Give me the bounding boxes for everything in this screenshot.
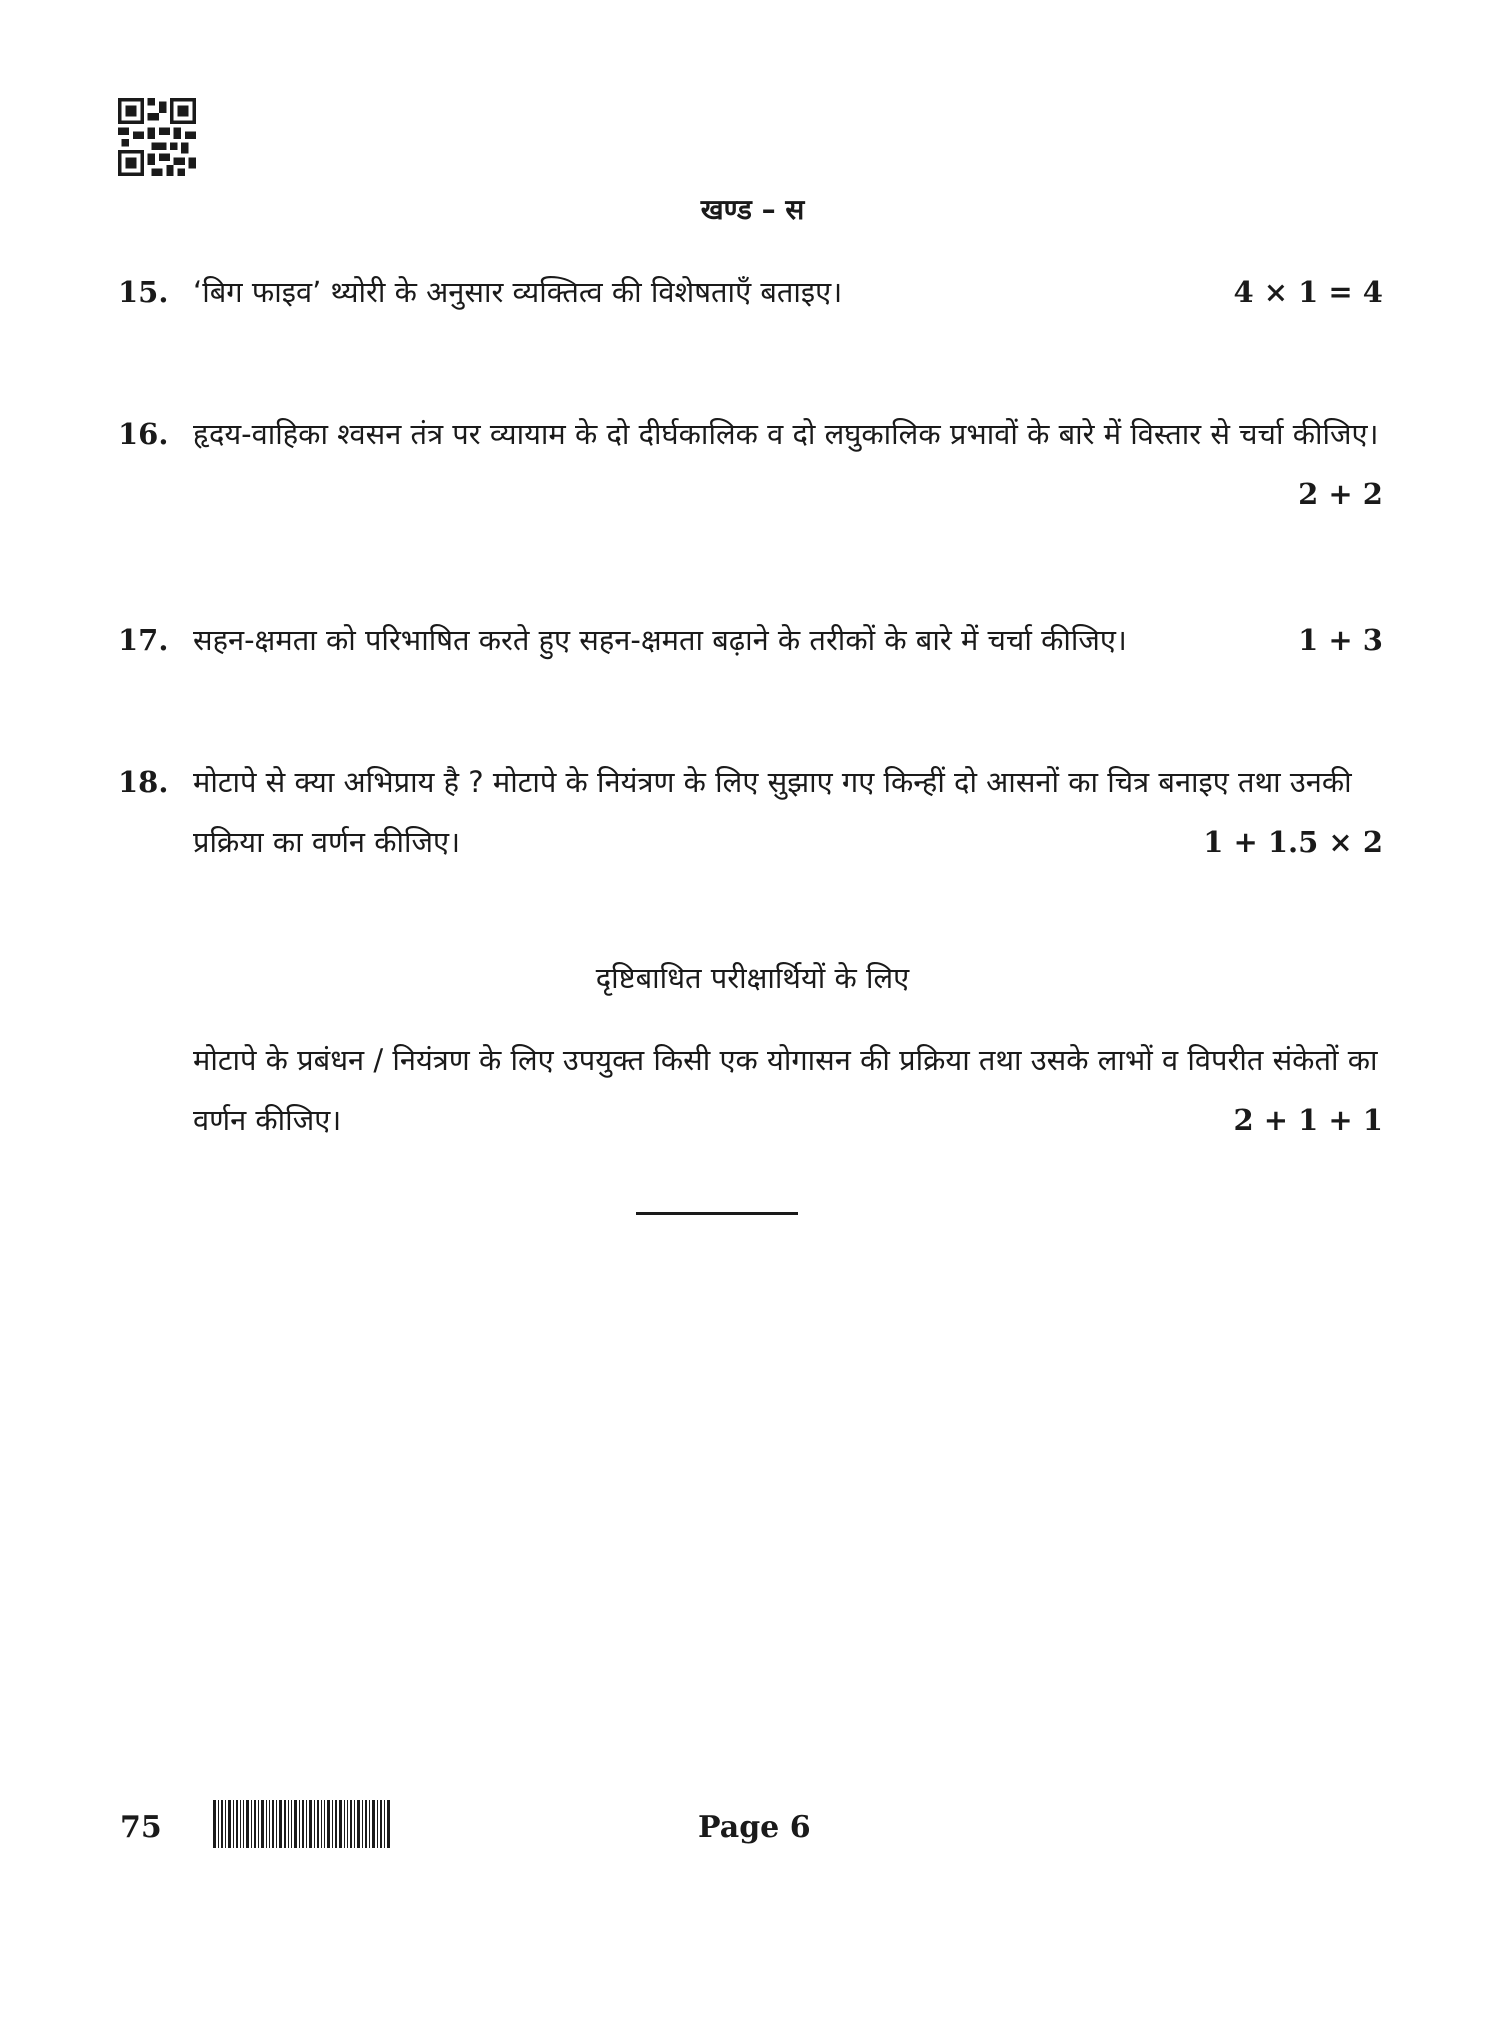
question-body: सहन-क्षमता को परिभाषित करते हुए सहन-क्षमता बढ़ाने के तरीकों के बारे में चर्चा कीजिए। [193, 623, 1127, 657]
question-text [193, 752, 1383, 872]
visually-impaired-question [118, 1030, 1383, 1150]
qr-code-icon [118, 98, 196, 176]
question-marks: 2 + 2 [1298, 477, 1383, 511]
question-15 [118, 262, 1383, 322]
question-marks: 1 + 1.5 × 2 [1203, 825, 1383, 859]
question-text [193, 262, 1383, 322]
question-marks: 1 + 3 [1298, 623, 1383, 657]
section-title: खण्ड – स [700, 193, 805, 226]
end-divider [636, 1212, 798, 1215]
question-number: 18. [118, 765, 169, 799]
question-body: मोटापे के प्रबंधन / नियंत्रण के लिए उपयुक्त किसी एक योगासन की प्रक्रिया तथा उसके लाभों व विपरीत संकेतों का वर्णन कीजिए। [193, 1043, 1378, 1137]
question-text [193, 404, 1383, 511]
question-body: मोटापे से क्या अभिप्राय है ? मोटापे के नियंत्रण के लिए सुझाए गए किन्हीं दो आसनों का चित्र बनाइए तथा उनकी प्रक्रिया का वर्णन कीजिए। [193, 765, 1352, 859]
question-text [193, 1030, 1383, 1150]
question-marks: 4 × 1 = 4 [1233, 275, 1383, 309]
question-16 [118, 404, 1383, 524]
question-17 [118, 610, 1383, 670]
page-number: Page 6 [698, 1810, 811, 1845]
question-number: 16. [118, 417, 169, 451]
question-18 [118, 752, 1383, 872]
paper-code: 75 [120, 1810, 162, 1845]
barcode-icon [213, 1800, 391, 1848]
question-marks: 2 + 1 + 1 [1233, 1103, 1383, 1137]
question-body: हृदय-वाहिका श्वसन तंत्र पर व्यायाम के दो दीर्घकालिक व दो लघुकालिक प्रभावों के बारे में विस्तार से चर्चा कीजिए। [193, 417, 1379, 451]
question-body: ‘बिग फाइव’ थ्योरी के अनुसार व्यक्तित्व की विशेषताएँ बताइए। [193, 275, 843, 309]
question-text [193, 610, 1383, 670]
visually-impaired-heading: दृष्टिबाधित परीक्षार्थियों के लिए [595, 961, 910, 995]
question-number: 15. [118, 275, 169, 309]
question-number: 17. [118, 623, 169, 657]
